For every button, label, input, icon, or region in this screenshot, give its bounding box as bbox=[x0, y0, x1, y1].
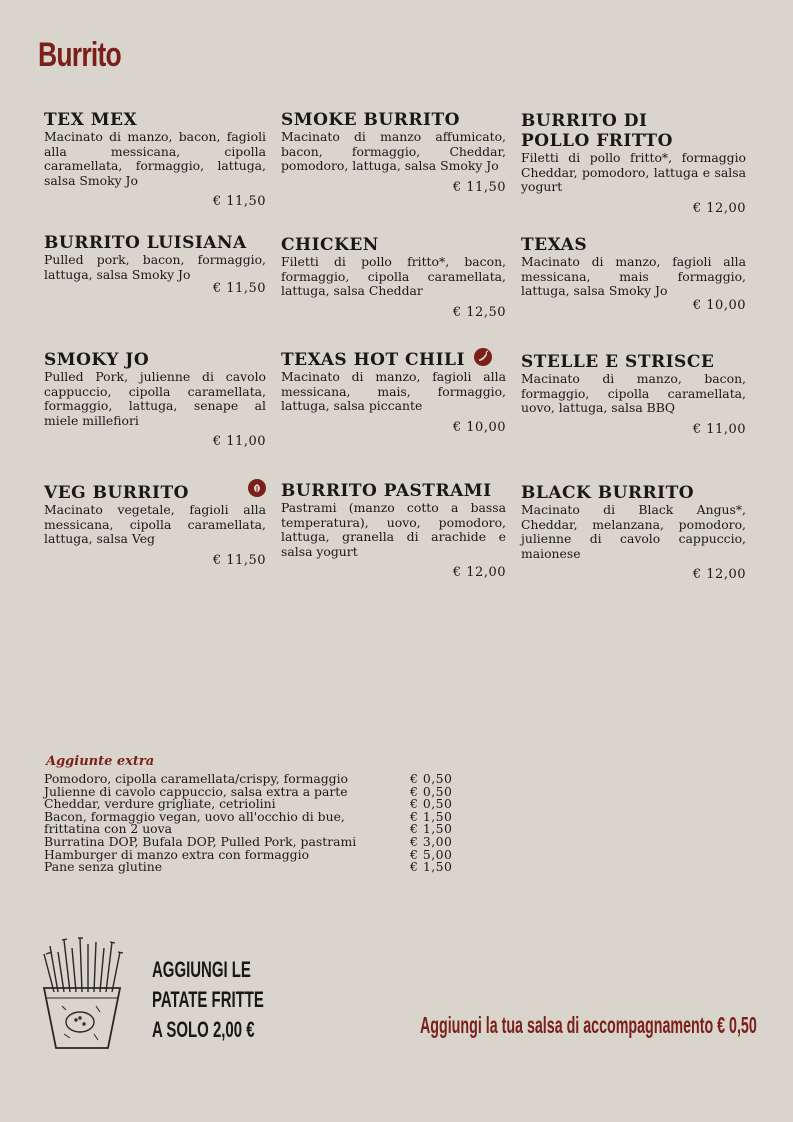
item-description: Macinato di manzo, bacon, fagioli alla messicana, cipolla caramellata, formaggio, lattuga, salsa Smoky Jo bbox=[44, 129, 266, 188]
extra-price: € 1,50 bbox=[410, 808, 453, 824]
item-description: Pastrami (manzo cotto a bassa temperatura), uovo, pomodoro, lattuga, granella di arachide e salsa yogurt bbox=[281, 500, 506, 559]
item-price: € 10,00 bbox=[692, 297, 746, 313]
item-name: BURRITO DI POLLO FRITTO bbox=[521, 111, 673, 151]
item-name: TEXAS HOT CHILI bbox=[281, 350, 465, 370]
extra-price: € 5,00 bbox=[410, 846, 453, 862]
item-description: Macinato di manzo, fagioli alla messicana, mais formaggio, lattuga, salsa Smoky Jo bbox=[521, 254, 746, 298]
item-price: € 11,50 bbox=[212, 552, 266, 568]
item-description: Pulled Pork, julienne di cavolo cappuccio, cipolla caramellata, formaggio, lattuga, senape al miele millefiori bbox=[44, 369, 266, 428]
extra-row bbox=[44, 861, 454, 874]
item-name: SMOKE BURRITO bbox=[281, 110, 460, 130]
item-name: BLACK BURRITO bbox=[521, 483, 695, 503]
extra-label: Hamburger di manzo extra con formaggio bbox=[44, 846, 310, 862]
chili-icon bbox=[474, 348, 492, 366]
menu-item bbox=[521, 111, 746, 216]
page-title: Burrito bbox=[38, 36, 121, 74]
extra-label: frittatina con 2 uova bbox=[44, 821, 173, 837]
item-name: STELLE E STRISCE bbox=[521, 352, 715, 372]
menu-item bbox=[281, 235, 506, 320]
item-name: BURRITO LUISIANA bbox=[44, 233, 247, 253]
item-price: € 12,00 bbox=[692, 200, 746, 216]
menu-item bbox=[281, 481, 506, 580]
item-price: € 11,50 bbox=[212, 281, 266, 296]
extras-list bbox=[44, 773, 454, 874]
menu-item bbox=[521, 483, 746, 582]
extra-label: Pane senza glutine bbox=[44, 859, 163, 875]
menu-item bbox=[521, 235, 746, 313]
menu-item bbox=[44, 110, 266, 209]
menu-item bbox=[521, 352, 746, 437]
item-price: € 10,00 bbox=[452, 419, 506, 435]
item-description: Macinato vegetale, fagioli alla messicana, cipolla caramellata, lattuga, salsa Veg bbox=[44, 502, 266, 546]
item-name: CHICKEN bbox=[281, 235, 379, 255]
extra-label: Bacon, formaggio vegan, uovo all'occhio di bue, bbox=[44, 808, 345, 824]
extra-price: € 0,50 bbox=[410, 771, 453, 786]
item-description: Macinato di manzo, bacon, formaggio, cipolla caramellata, uovo, lattuga, salsa BBQ bbox=[521, 371, 746, 415]
item-name: SMOKY JO bbox=[44, 350, 150, 370]
item-name: TEX MEX bbox=[44, 110, 138, 130]
menu-item bbox=[281, 110, 506, 195]
extra-price: € 0,50 bbox=[410, 796, 453, 812]
item-description: Filetti di pollo fritto*, formaggio Cheddar, pomodoro, lattuga e salsa yogurt bbox=[521, 150, 746, 194]
leaf-icon bbox=[248, 479, 266, 497]
extra-price: € 0,50 bbox=[410, 783, 453, 799]
item-description: Macinato di Black Angus*, Cheddar, melanzana, pomodoro, julienne di cavolo cappuccio, maionese bbox=[521, 502, 746, 561]
item-description: Macinato di manzo affumicato, bacon, formaggio, Cheddar, pomodoro, lattuga, salsa Smoky Jo bbox=[281, 129, 506, 173]
extra-label: Julienne di cavolo cappuccio, salsa extra a parte bbox=[44, 783, 348, 799]
sauce-promo: Aggiungi la tua salsa di accompagnamento € 0,50 bbox=[420, 1012, 757, 1038]
menu-item bbox=[44, 350, 266, 449]
item-description: Pulled pork, bacon, formaggio, lattuga, salsa Smoky Jo bbox=[44, 252, 266, 282]
menu-item bbox=[44, 233, 266, 296]
item-price: € 11,00 bbox=[212, 434, 266, 449]
item-price: € 12,00 bbox=[452, 565, 506, 580]
menu-item bbox=[44, 483, 266, 568]
menu-item bbox=[281, 350, 506, 435]
item-name: VEG BURRITO bbox=[44, 483, 189, 503]
extra-price: € 1,50 bbox=[410, 821, 453, 837]
item-price: € 11,50 bbox=[212, 194, 266, 209]
extras-title: Aggiunte extra bbox=[46, 754, 155, 769]
extra-label: Burratina DOP, Bufala DOP, Pulled Pork, pastrami bbox=[44, 833, 357, 849]
fries-line: A SOLO 2,00 € bbox=[152, 1017, 255, 1042]
item-price: € 11,00 bbox=[692, 421, 746, 437]
item-name: TEXAS bbox=[521, 235, 588, 255]
extra-label: Pomodoro, cipolla caramellata/crispy, formaggio bbox=[44, 771, 349, 786]
fries-line: AGGIUNGI LE bbox=[152, 957, 251, 982]
extra-price: € 1,50 bbox=[410, 859, 453, 875]
fries-line: PATATE FRITTE bbox=[152, 987, 264, 1012]
item-price: € 12,50 bbox=[452, 304, 506, 320]
fries-icon bbox=[36, 936, 128, 1056]
item-description: Macinato di manzo, fagioli alla messicana, mais, formaggio, lattuga, salsa piccante bbox=[281, 369, 506, 413]
item-price: € 11,50 bbox=[452, 179, 506, 195]
extra-label: Cheddar, verdure grigliate, cetriolini bbox=[44, 796, 276, 812]
item-price: € 12,00 bbox=[692, 567, 746, 582]
extra-price: € 3,00 bbox=[410, 833, 453, 849]
fries-promo bbox=[152, 955, 264, 1045]
item-description: Filetti di pollo fritto*, bacon, formaggio, cipolla caramellata, lattuga, salsa Cheddar bbox=[281, 254, 506, 298]
item-name: BURRITO PASTRAMI bbox=[281, 481, 492, 501]
